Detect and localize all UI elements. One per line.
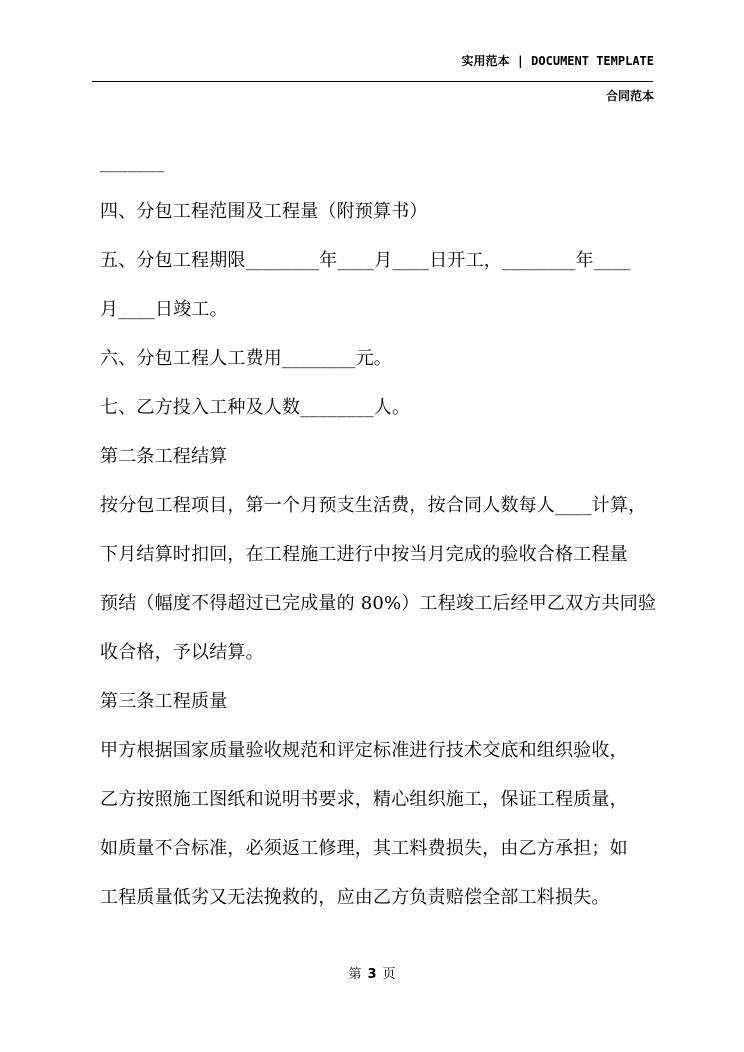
section-item-6: 六、分包工程人工费用________元。 — [100, 348, 392, 369]
article-heading: 第二条工程结算 — [100, 446, 228, 467]
page-suffix: 页 — [382, 967, 396, 982]
page-number-value: 3 — [367, 967, 377, 982]
text-line: 工程质量低劣又无法挽救的，应由乙方负责赔偿全部工料损失。 — [100, 887, 610, 908]
section-item-4: 四、分包工程范围及工程量（附预算书） — [100, 201, 428, 222]
section-item-7: 七、乙方投入工种及人数________人。 — [100, 397, 411, 418]
text-line: 按分包工程项目，第一个月预支生活费，按合同人数每人____计算， — [100, 495, 647, 516]
page-number — [0, 963, 744, 982]
text-line: 乙方按照施工图纸和说明书要求，精心组织施工，保证工程质量， — [100, 789, 628, 810]
text-line: 甲方根据国家质量验收规范和评定标准进行技术交底和组织验收， — [100, 740, 628, 761]
article-heading: 第三条工程质量 — [100, 691, 228, 712]
section-item-5: 五、分包工程期限________年____月____日开工，________年____ — [100, 250, 631, 271]
header-title: 实用范本 | DOCUMENT TEMPLATE — [461, 54, 654, 68]
text-line: 下月结算时扣回，在工程施工进行中按当月完成的验收合格工程量 — [100, 544, 628, 565]
header-divider — [92, 81, 653, 82]
header-subtitle: 合同范本 — [605, 89, 654, 103]
text-line: 月____日竣工。 — [100, 299, 228, 320]
document-body — [100, 138, 660, 922]
text-line: 如质量不合标准，必须返工修理，其工料费损失，由乙方承担；如 — [100, 838, 628, 859]
text-line: 预结（幅度不得超过已完成量的 80%）工程竣工后经甲乙双方共同验 — [100, 593, 657, 614]
text-line: _______ — [100, 152, 165, 173]
text-line: 收合格，予以结算。 — [100, 642, 264, 663]
page-prefix: 第 — [348, 967, 362, 982]
